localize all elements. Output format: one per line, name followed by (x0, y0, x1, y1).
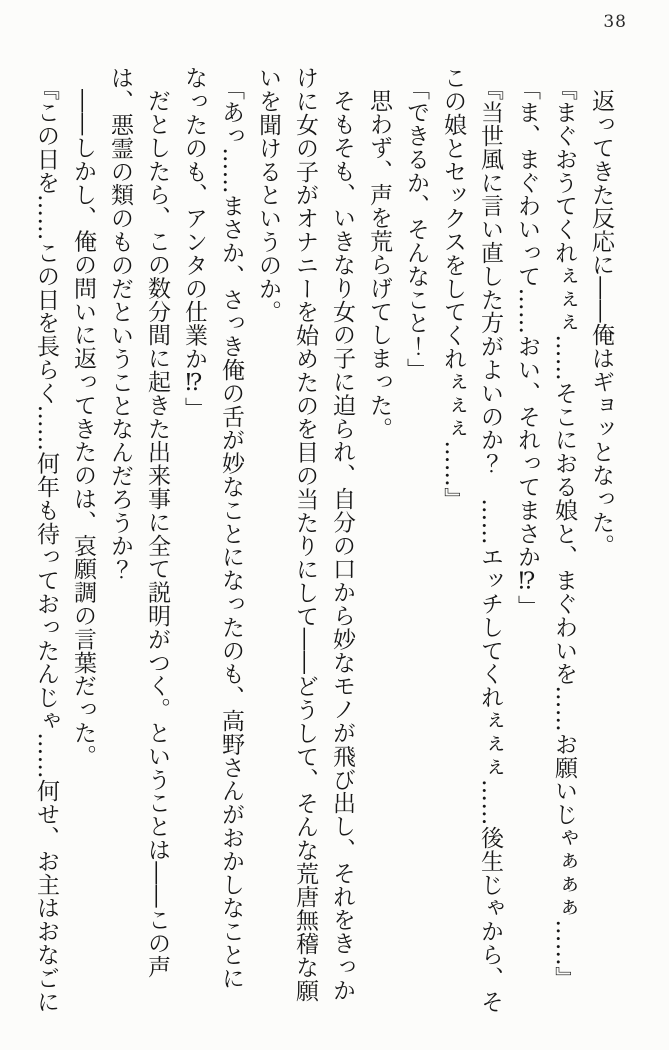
text-line: だとしたら、この数分間に起きた出来事に全て説明がつく。ということは――この声 (144, 89, 170, 979)
text-line: 思わず、声を荒らげてしまった。 (366, 89, 392, 440)
page-number: 38 (603, 12, 627, 32)
text-line: 『まぐおうてくれぇぇぇ……そこにおる娘と、まぐわいを……お願いじゃぁぁぁ……』 (551, 77, 577, 990)
text-line: 『この日を……この日を長らく……何年も待っておったんじゃ……何せ、お主はおなごに (33, 77, 59, 1013)
text-line: この娘とセックスをしてくれぇぇぇ……』 (440, 66, 466, 511)
text-line: は、悪霊の類のものだということなんだろうか？ (107, 66, 133, 581)
text-line: 「できるか、そんなこと！」 (403, 77, 429, 382)
text-line: いを聞けるというのか。 (255, 66, 281, 324)
text-line: 『当世風に言い直した方がよいのか？ ……エッチしてくれぇぇぇ……後生じゃから、そ (477, 77, 503, 1013)
text-line: 「ま、まぐわいって……おい、それってまさか⁉」 (514, 77, 540, 619)
page-text (27, 66, 619, 1013)
text-line: なったのも、アンタの仕業か⁉」 (181, 66, 207, 420)
text-line: そもそも、いきなり女の子に迫られ、自分の口から妙なモノが飛び出し、それをきっか (329, 89, 355, 1002)
text-line: 「あっ……まさか、さっき俺の舌が妙なことになったのも、高野さんがおかしなことに (218, 77, 244, 990)
text-line: ――しかし、俺の問いに返ってきたのは、哀願調の言葉だった。 (70, 89, 96, 768)
text-line: 返ってきた反応に――俺はギョッとなった。 (588, 89, 614, 557)
text-line: けに女の子がオナニーを始めたのを目の当たりにして――どうして、そんな荒唐無稽な願 (292, 66, 318, 1002)
